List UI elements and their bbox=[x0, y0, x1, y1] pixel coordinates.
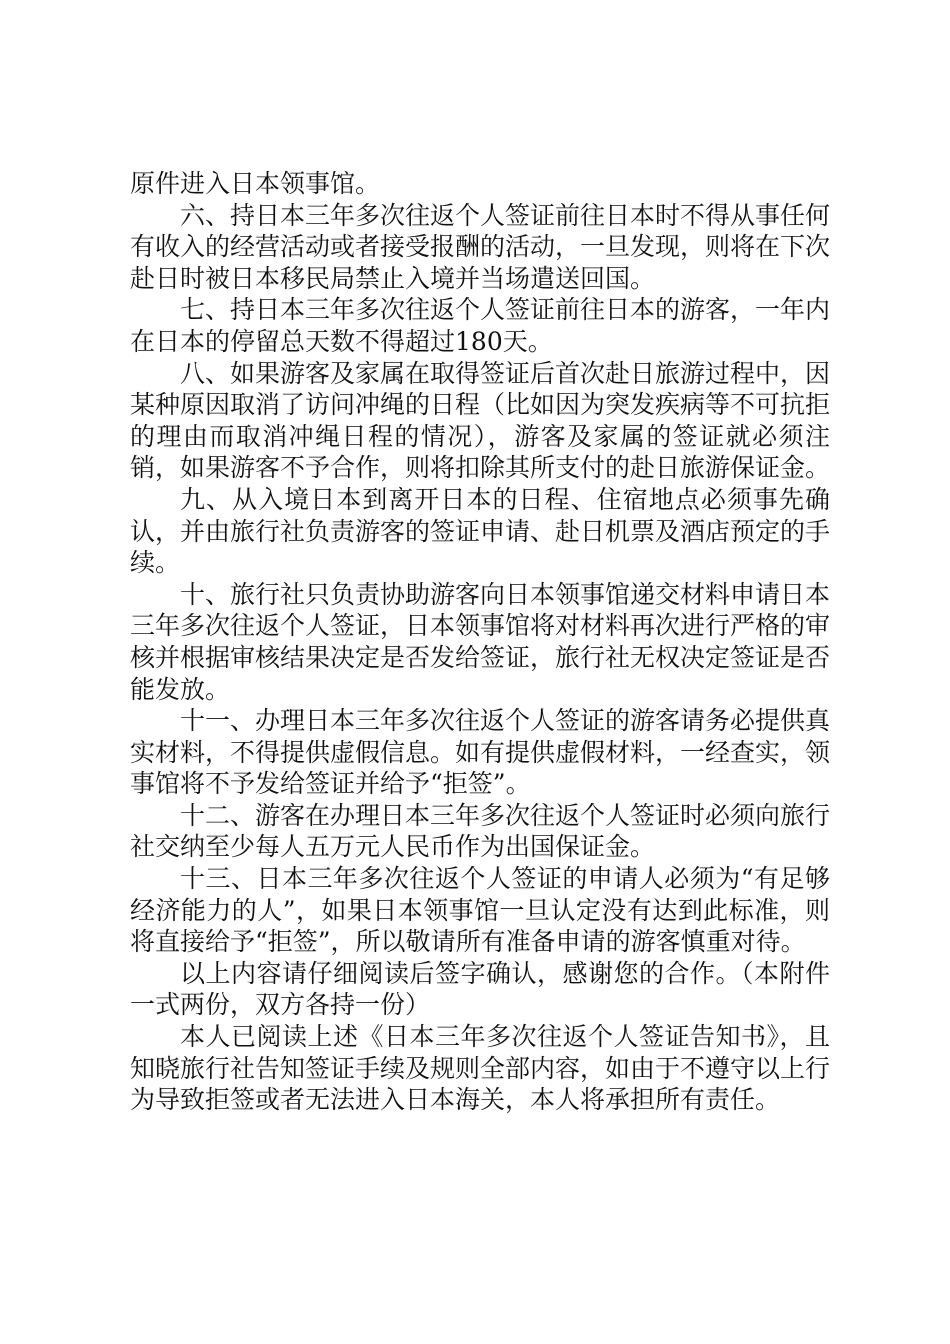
paragraph-item-9: 九、从入境日本到离开日本的日程、住宿地点必须事先确认，并由旅行社负责游客的签证申请、赴日机票及酒店预定的手续。 bbox=[130, 484, 831, 578]
paragraph-continuation: 原件进入日本领事馆。 bbox=[130, 169, 381, 198]
paragraph-item-7: 七、持日本三年多次往返个人签证前往日本的游客，一年内在日本的停留总天数不得超过180天。 bbox=[130, 295, 831, 356]
document-body bbox=[130, 168, 830, 1116]
paragraph-item-6: 六、持日本三年多次往返个人签证前往日本时不得从事任何有收入的经营活动或者接受报酬的活动，一旦发现，则将在下次赴日时被日本移民局禁止入境并当场遣送回国。 bbox=[130, 200, 831, 293]
paragraph-item-12: 十二、游客在办理日本三年多次往返个人签证时必须向旅行社交纳至少每人五万元人民币作为出国保证金。 bbox=[130, 800, 831, 862]
paragraph-item-8: 八、如果游客及家属在取得签证后首次赴日旅游过程中，因某种原因取消了访问冲绳的日程（比如因为突发疾病等不可抗拒的理由而取消冲绳日程的情况），游客及家属的签证就必须注销，如果游客不予合作，则将扣除其所支付的赴日旅游保证金。 bbox=[130, 358, 831, 483]
paragraph-item-11: 十一、办理日本三年多次往返个人签证的游客请务必提供真实材料，不得提供虚假信息。如有提供虚假材料，一经查实，领事馆将不予发给签证并给予“拒签”。 bbox=[130, 706, 831, 799]
paragraph-item-13: 十三、日本三年多次往返个人签证的申请人必须为“有足够经济能力的人”，如果日本领事馆一旦认定没有达到此标准，则将直接给予“拒签”，所以敬请所有准备申请的游客慎重对待。 bbox=[130, 864, 830, 957]
paragraph-declaration: 本人已阅读上述《日本三年多次往返个人签证告知书》，且知晓旅行社告知签证手续及规则全部内容，如由于不遵守以上行为导致拒签或者无法进入日本海关，本人将承担所有责任。 bbox=[130, 1022, 831, 1115]
paragraph-confirmation-note: 以上内容请仔细阅读后签字确认，感谢您的合作。（本附件一式两份，双方各持一份） bbox=[130, 958, 830, 1020]
paragraph-item-10: 十、旅行社只负责协助游客向日本领事馆递交材料申请日本三年多次往返个人签证，日本领事馆将对材料再次进行严格的审核并根据审核结果决定是否发给签证，旅行社无权决定签证是否能发放。 bbox=[130, 579, 831, 704]
